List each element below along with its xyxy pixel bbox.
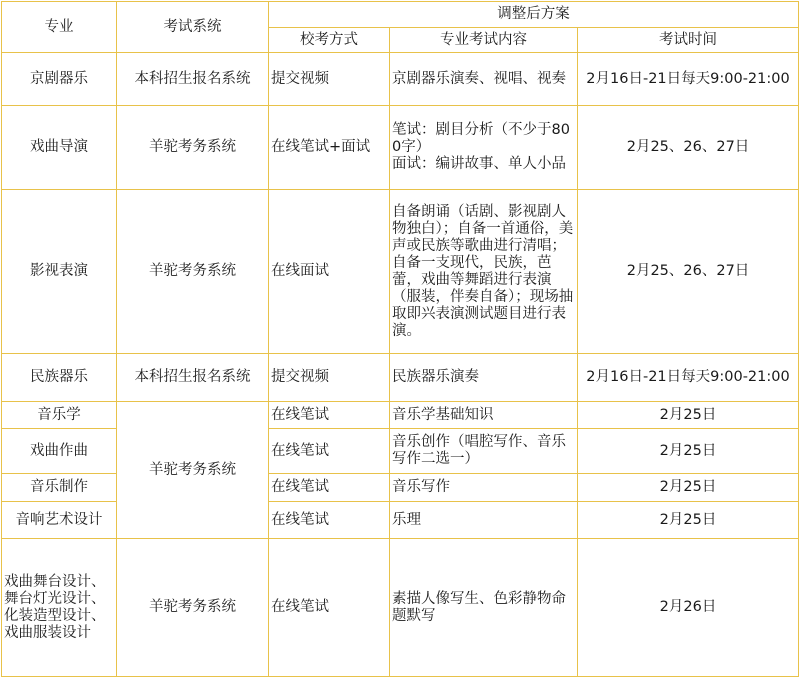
cell-system: 本科招生报名系统 <box>117 53 269 106</box>
header-row-1 <box>2 2 799 28</box>
cell-time: 2月25日 <box>578 474 799 502</box>
cell-major: 戏曲舞台设计、舞台灯光设计、化装造型设计、戏曲服装设计 <box>2 539 117 677</box>
cell-mode: 在线笔试 <box>269 474 390 502</box>
cell-content: 素描人像写生、色彩静物命题默写 <box>390 539 578 677</box>
cell-time: 2月16日-21日每天9:00-21:00 <box>578 53 799 106</box>
cell-mode: 在线笔试+面试 <box>269 106 390 190</box>
cell-content: 自备朗诵（话剧、影视剧人物独白）；自备一首通俗，美声或民族等歌曲进行清唱；自备一支现代，民族，芭蕾，戏曲等舞蹈进行表演（服装，伴奏自备）；现场抽取即兴表演测试题目进行表演。 <box>390 190 578 354</box>
cell-mode: 在线笔试 <box>269 502 390 539</box>
header-major: 专业 <box>2 2 117 53</box>
cell-time: 2月26日 <box>578 539 799 677</box>
cell-major: 京剧器乐 <box>2 53 117 106</box>
cell-major: 民族器乐 <box>2 354 117 402</box>
header-time: 考试时间 <box>578 28 799 53</box>
cell-major: 影视表演 <box>2 190 117 354</box>
cell-time: 2月25日 <box>578 429 799 474</box>
cell-time: 2月25、26、27日 <box>578 106 799 190</box>
cell-content: 音乐写作 <box>390 474 578 502</box>
cell-time: 2月25日 <box>578 502 799 539</box>
table-row <box>2 539 799 677</box>
cell-major: 戏曲作曲 <box>2 429 117 474</box>
cell-mode: 提交视频 <box>269 53 390 106</box>
cell-system: 羊驼考务系统 <box>117 402 269 539</box>
cell-system: 羊驼考务系统 <box>117 539 269 677</box>
cell-major: 音响艺术设计 <box>2 502 117 539</box>
cell-content: 笔试：剧目分析（不少于800字） 面试：编讲故事、单人小品 <box>390 106 578 190</box>
table-row <box>2 106 799 190</box>
header-content: 专业考试内容 <box>390 28 578 53</box>
header-adjusted-plan: 调整后方案 <box>269 2 799 28</box>
table-row <box>2 53 799 106</box>
cell-time: 2月16日-21日每天9:00-21:00 <box>578 354 799 402</box>
exam-schedule-table <box>1 1 799 677</box>
cell-major: 音乐学 <box>2 402 117 429</box>
cell-major: 音乐制作 <box>2 474 117 502</box>
table-row <box>2 354 799 402</box>
cell-system: 羊驼考务系统 <box>117 106 269 190</box>
header-system: 考试系统 <box>117 2 269 53</box>
cell-time: 2月25日 <box>578 402 799 429</box>
cell-content: 乐理 <box>390 502 578 539</box>
table-row <box>2 402 799 429</box>
cell-mode: 在线笔试 <box>269 402 390 429</box>
cell-time: 2月25、26、27日 <box>578 190 799 354</box>
cell-mode: 在线笔试 <box>269 429 390 474</box>
cell-mode: 在线笔试 <box>269 539 390 677</box>
cell-system: 本科招生报名系统 <box>117 354 269 402</box>
table-row <box>2 190 799 354</box>
cell-major: 戏曲导演 <box>2 106 117 190</box>
cell-content: 音乐学基础知识 <box>390 402 578 429</box>
cell-content: 京剧器乐演奏、视唱、视奏 <box>390 53 578 106</box>
header-mode: 校考方式 <box>269 28 390 53</box>
cell-mode: 提交视频 <box>269 354 390 402</box>
cell-mode: 在线面试 <box>269 190 390 354</box>
cell-content: 音乐创作（唱腔写作、音乐写作二选一） <box>390 429 578 474</box>
cell-content: 民族器乐演奏 <box>390 354 578 402</box>
cell-system: 羊驼考务系统 <box>117 190 269 354</box>
